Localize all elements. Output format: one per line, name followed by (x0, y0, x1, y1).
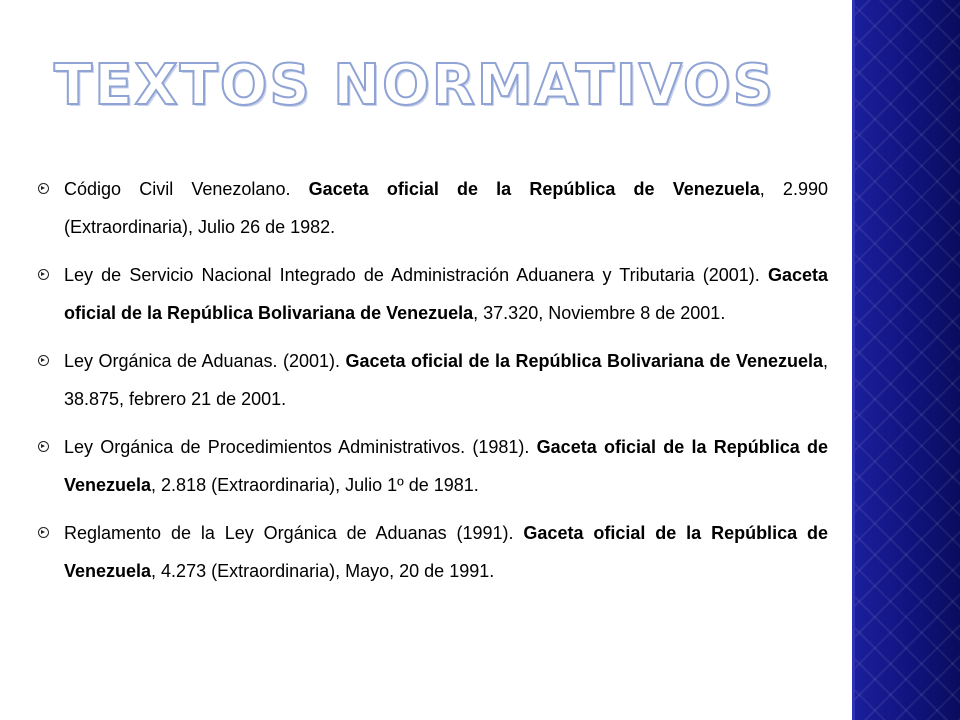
gazette-name: Gaceta oficial de la República Bolivariana de Venezuela (345, 351, 823, 371)
list-item (38, 428, 828, 504)
circled-arrow-icon (38, 183, 49, 194)
item-text: Ley de Servicio Nacional Integrado de Administración Aduanera y Tributaria (2001). (64, 265, 768, 285)
item-details: , 38.875, febrero 21 de 2001. (64, 351, 829, 409)
circled-arrow-icon (38, 441, 49, 452)
item-text: Ley Orgánica de Procedimientos Administrativos. (1981). (64, 437, 537, 457)
gazette-name: Gaceta oficial de la República de Venezuela (64, 523, 828, 581)
gazette-name: Gaceta oficial de la República Bolivariana de Venezuela (64, 265, 828, 323)
item-text: Código Civil Venezolano. (64, 179, 309, 199)
list-item (38, 256, 828, 332)
list-item (38, 170, 828, 246)
gazette-name: Gaceta oficial de la República de Venezuela (308, 179, 760, 199)
list-item (38, 342, 828, 418)
item-details: , 2.818 (Extraordinaria), Julio 1º de 1981. (151, 475, 479, 495)
item-text: Reglamento de la Ley Orgánica de Aduanas (1991). (64, 523, 524, 543)
gazette-name: Gaceta oficial de la República de Venezuela (64, 437, 828, 495)
circled-arrow-icon (38, 355, 49, 366)
circled-arrow-icon (38, 527, 49, 538)
item-details: , 2.990 (Extraordinaria), Julio 26 de 1982. (64, 179, 828, 237)
item-details: , 37.320, Noviembre 8 de 2001. (473, 303, 726, 323)
reference-list (38, 170, 828, 600)
circled-arrow-icon (38, 269, 49, 280)
list-item (38, 514, 828, 590)
item-details: , 4.273 (Extraordinaria), Mayo, 20 de 1991. (151, 561, 495, 581)
item-text: Ley Orgánica de Aduanas. (2001). (64, 351, 346, 371)
decorative-side-band (852, 0, 960, 720)
slide-title: TEXTOS NORMATIVOS (54, 53, 775, 118)
